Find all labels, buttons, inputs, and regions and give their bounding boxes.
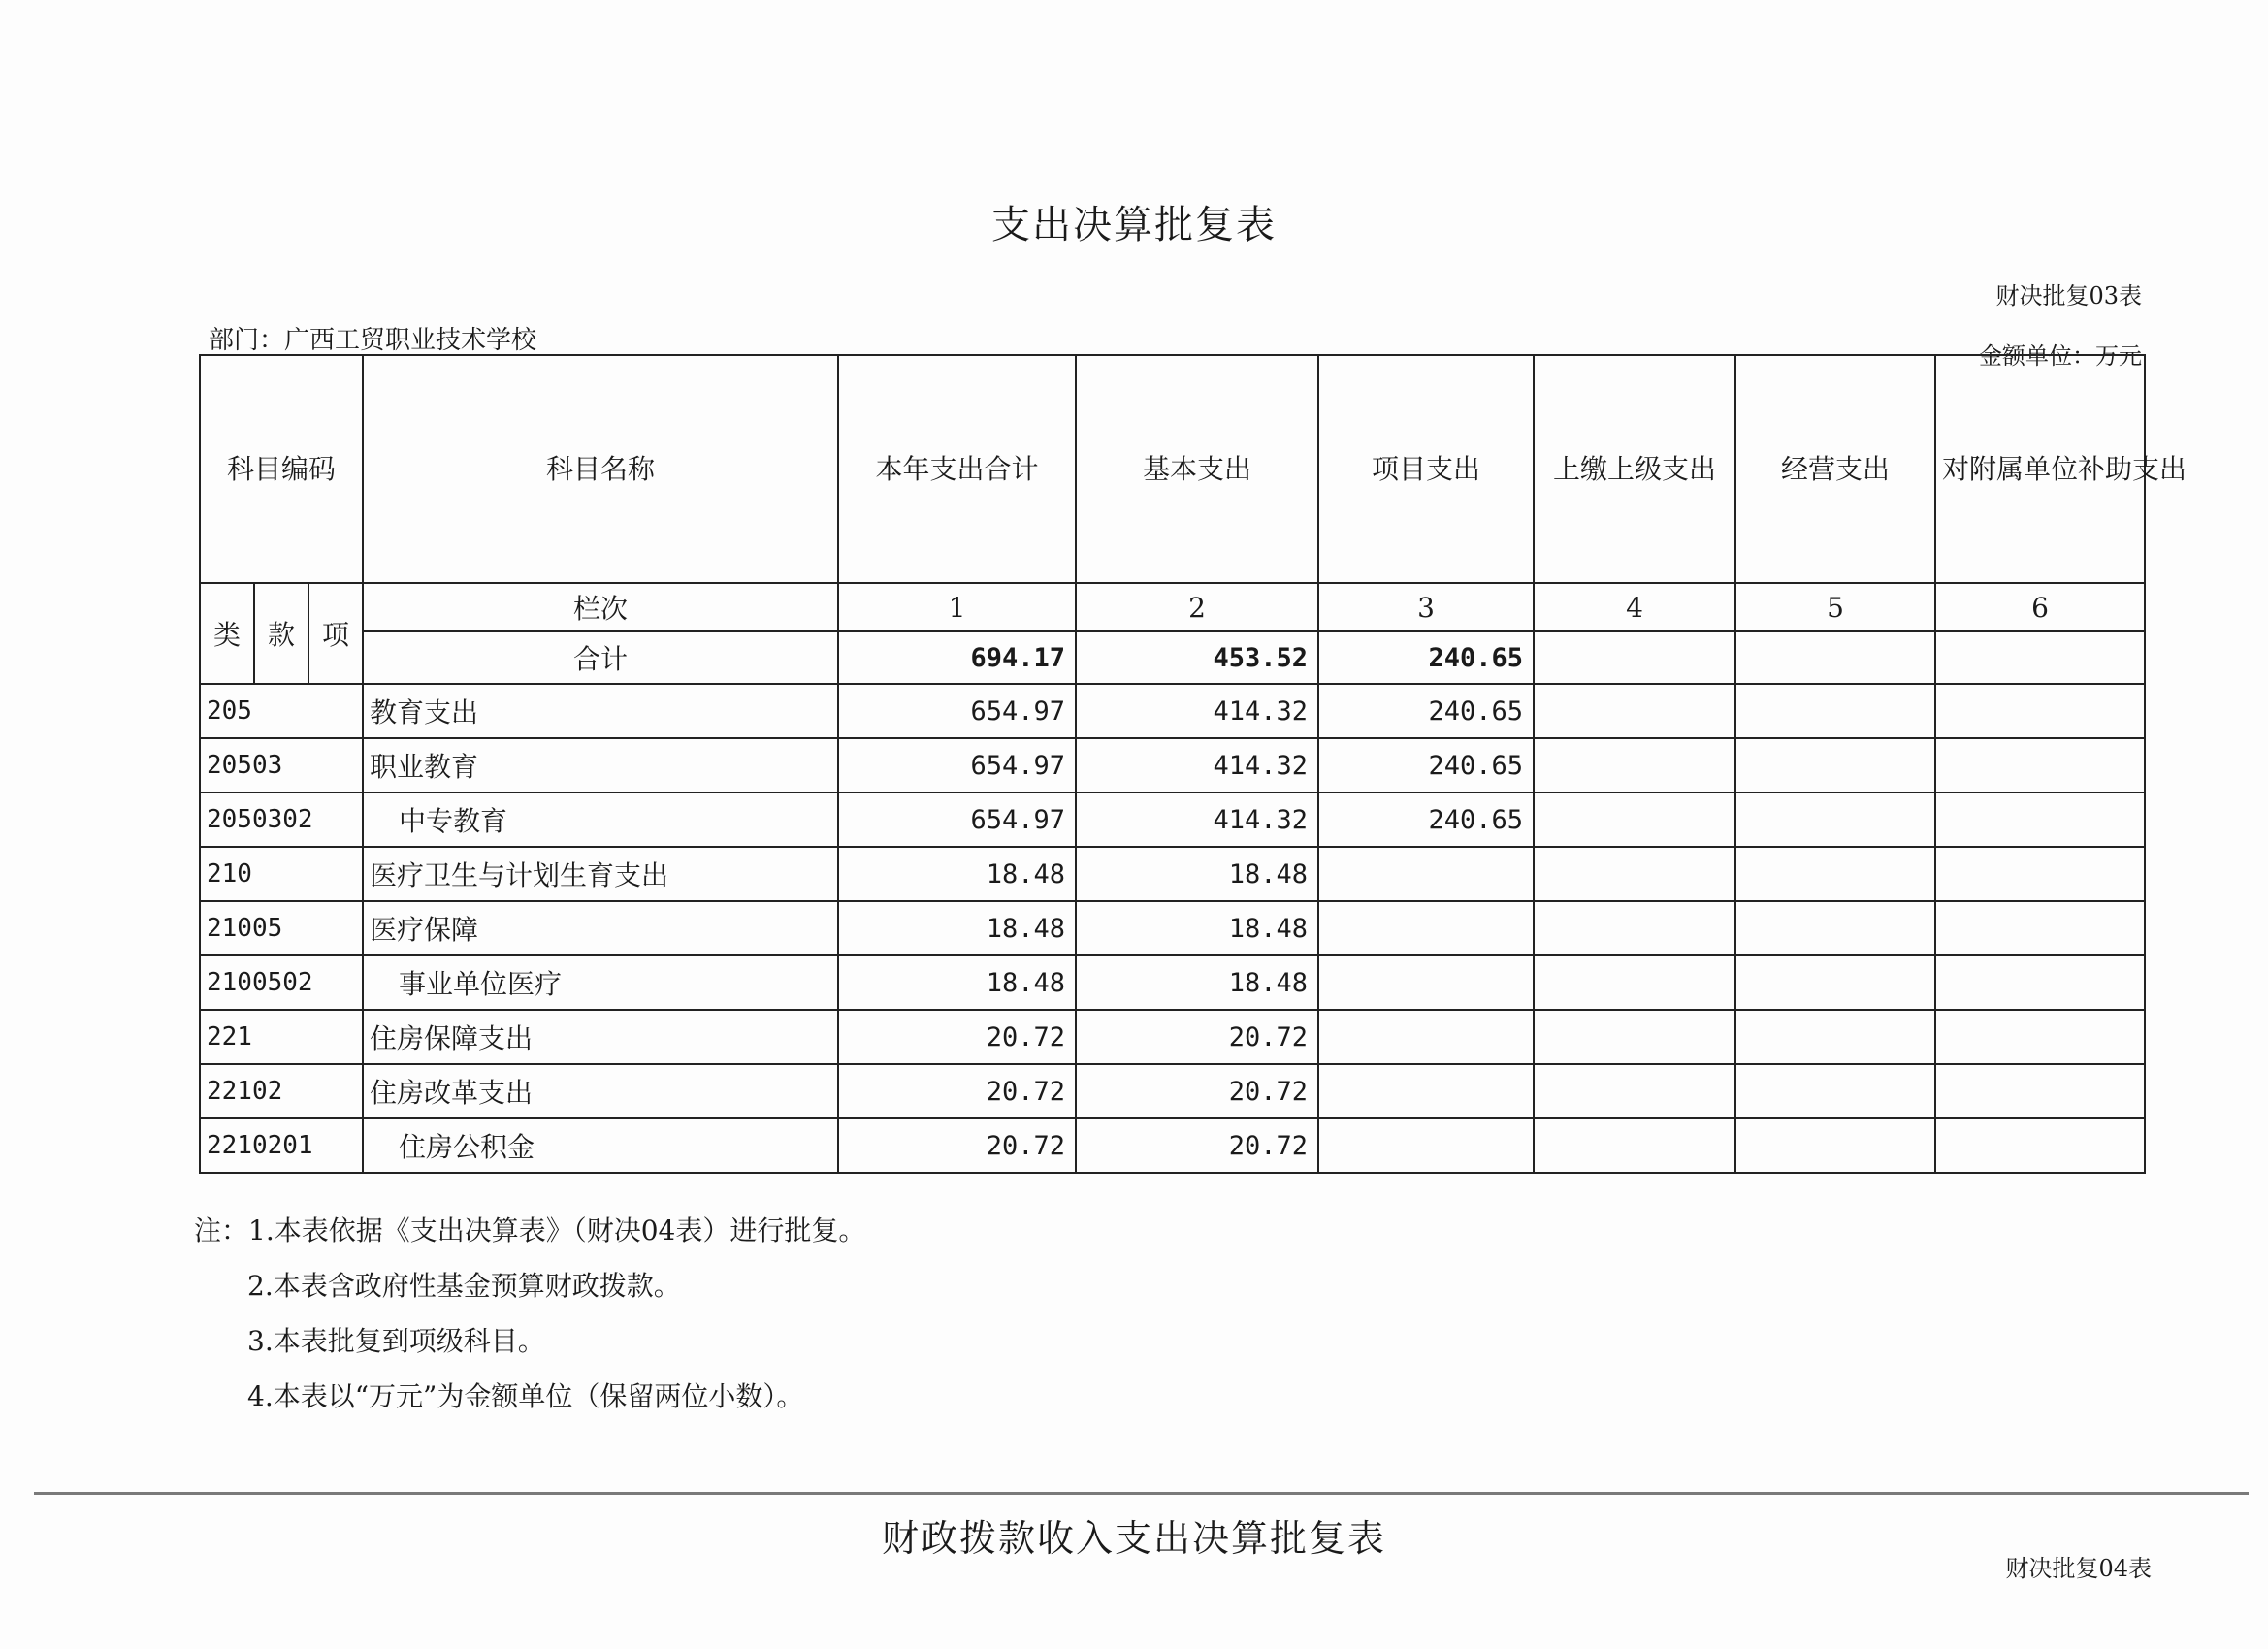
row-col2: 414.32: [1076, 738, 1318, 792]
table-row: [200, 1064, 2145, 1118]
row-col2: 20.72: [1076, 1118, 1318, 1173]
row-code: 210: [200, 847, 363, 901]
header-code: 科目编码: [200, 355, 363, 583]
total-col3: 240.65: [1318, 631, 1534, 684]
note-line: 注：1.本表依据《支出决算表》（财决04表）进行批复。: [194, 1214, 866, 1246]
table-row: [200, 1118, 2145, 1173]
table-row: [200, 847, 2145, 901]
department-label: 部门：广西工贸职业技术学校: [209, 326, 537, 355]
row-col5: [1735, 847, 1935, 901]
col-number: 5: [1735, 583, 1935, 631]
unit-label: 金额单位：万元: [1979, 342, 2142, 370]
note-line: 2.本表含政府性基金预算财政拨款。: [247, 1270, 681, 1302]
form-number: 财决批复03表: [1995, 282, 2142, 309]
row-col6: [1935, 901, 2145, 955]
col-number: 2: [1076, 583, 1318, 631]
row-col3: 240.65: [1318, 684, 1534, 738]
row-col3: [1318, 1010, 1534, 1064]
header-col5: 经营支出: [1735, 355, 1935, 583]
header-name: 科目名称: [363, 355, 838, 583]
row-name: 住房公积金: [363, 1118, 838, 1173]
row-col2: 20.72: [1076, 1064, 1318, 1118]
col-number: 4: [1534, 583, 1735, 631]
row-col5: [1735, 738, 1935, 792]
section-divider: [34, 1492, 2249, 1495]
header-row: [200, 355, 2145, 583]
row-col3: [1318, 1118, 1534, 1173]
total-row: [200, 631, 2145, 684]
next-section-form-number: 财决批复04表: [2005, 1555, 2152, 1582]
table-row: [200, 901, 2145, 955]
row-code: 21005: [200, 901, 363, 955]
col-number: 1: [838, 583, 1076, 631]
total-col4: [1534, 631, 1735, 684]
row-col2: 414.32: [1076, 792, 1318, 847]
row-col6: [1935, 792, 2145, 847]
table-row: [200, 1010, 2145, 1064]
expenditure-table: [199, 354, 2187, 1174]
row-col2: 18.48: [1076, 901, 1318, 955]
total-col2: 453.52: [1076, 631, 1318, 684]
row-col4: [1534, 955, 1735, 1010]
row-col6: [1935, 1118, 2145, 1173]
row-col3: [1318, 1064, 1534, 1118]
row-col4: [1534, 1118, 1735, 1173]
row-col6: [1935, 955, 2145, 1010]
header-col1: 本年支出合计: [838, 355, 1076, 583]
row-col5: [1735, 1118, 1935, 1173]
row-name: 事业单位医疗: [363, 955, 838, 1010]
row-col1: 18.48: [838, 901, 1076, 955]
table-row: [200, 684, 2145, 738]
table-row: [200, 738, 2145, 792]
table-row: [200, 955, 2145, 1010]
row-col5: [1735, 792, 1935, 847]
row-col2: 18.48: [1076, 847, 1318, 901]
row-col4: [1534, 1064, 1735, 1118]
note-line: 4.本表以“万元”为金额单位（保留两位小数）。: [247, 1380, 804, 1412]
row-col4: [1534, 901, 1735, 955]
header-col4: 上缴上级支出: [1534, 355, 1735, 583]
row-col5: [1735, 684, 1935, 738]
row-col1: 18.48: [838, 847, 1076, 901]
header-col2: 基本支出: [1076, 355, 1318, 583]
row-col2: 20.72: [1076, 1010, 1318, 1064]
row-name: 教育支出: [363, 684, 838, 738]
row-col4: [1534, 792, 1735, 847]
row-col1: 20.72: [838, 1118, 1076, 1173]
row-col1: 18.48: [838, 955, 1076, 1010]
row-code: 20503: [200, 738, 363, 792]
row-col5: [1735, 1010, 1935, 1064]
row-col6: [1935, 738, 2145, 792]
row-col1: 654.97: [838, 684, 1076, 738]
row-col3: [1318, 901, 1534, 955]
row-name: 住房保障支出: [363, 1010, 838, 1064]
row-code: 22102: [200, 1064, 363, 1118]
table-row: [200, 792, 2145, 847]
row-col5: [1735, 955, 1935, 1010]
header-col3: 项目支出: [1318, 355, 1534, 583]
row-col4: [1534, 684, 1735, 738]
col-number: 3: [1318, 583, 1534, 631]
row-col4: [1534, 1010, 1735, 1064]
row-name: 医疗保障: [363, 901, 838, 955]
row-col6: [1935, 847, 2145, 901]
page-title: 支出决算批复表: [991, 203, 1277, 247]
row-code: 2050302: [200, 792, 363, 847]
row-col5: [1735, 901, 1935, 955]
next-section-title: 财政拨款收入支出决算批复表: [881, 1517, 1386, 1560]
row-col3: 240.65: [1318, 738, 1534, 792]
row-code: 205: [200, 684, 363, 738]
row-col5: [1735, 1064, 1935, 1118]
header-kuan: 款: [254, 583, 308, 684]
row-col1: 20.72: [838, 1010, 1076, 1064]
row-code: 2100502: [200, 955, 363, 1010]
header-xiang: 项: [308, 583, 363, 684]
total-col5: [1735, 631, 1935, 684]
table-body: [200, 684, 2145, 1173]
total-col1: 694.17: [838, 631, 1076, 684]
total-col6: [1935, 631, 2145, 684]
col-number: 6: [1935, 583, 2145, 631]
row-col6: [1935, 1010, 2145, 1064]
row-col2: 18.48: [1076, 955, 1318, 1010]
row-col3: [1318, 847, 1534, 901]
row-col4: [1534, 847, 1735, 901]
row-col6: [1935, 684, 2145, 738]
row-code: 221: [200, 1010, 363, 1064]
row-code: 2210201: [200, 1118, 363, 1173]
row-col4: [1534, 738, 1735, 792]
total-label: 合计: [363, 631, 838, 684]
row-col6: [1935, 1064, 2145, 1118]
header-col6: 对附属单位补助支出: [1935, 355, 2145, 583]
row-col1: 654.97: [838, 738, 1076, 792]
header-lanci: 栏次: [363, 583, 838, 631]
header-lei: 类: [200, 583, 254, 684]
row-col2: 414.32: [1076, 684, 1318, 738]
row-col3: 240.65: [1318, 792, 1534, 847]
row-name: 职业教育: [363, 738, 838, 792]
row-name: 住房改革支出: [363, 1064, 838, 1118]
column-number-row: [200, 583, 2145, 631]
notes: [194, 1203, 865, 1424]
row-name: 医疗卫生与计划生育支出: [363, 847, 838, 901]
row-col1: 20.72: [838, 1064, 1076, 1118]
row-name: 中专教育: [363, 792, 838, 847]
row-col1: 654.97: [838, 792, 1076, 847]
row-col3: [1318, 955, 1534, 1010]
note-line: 3.本表批复到项级科目。: [247, 1325, 545, 1357]
